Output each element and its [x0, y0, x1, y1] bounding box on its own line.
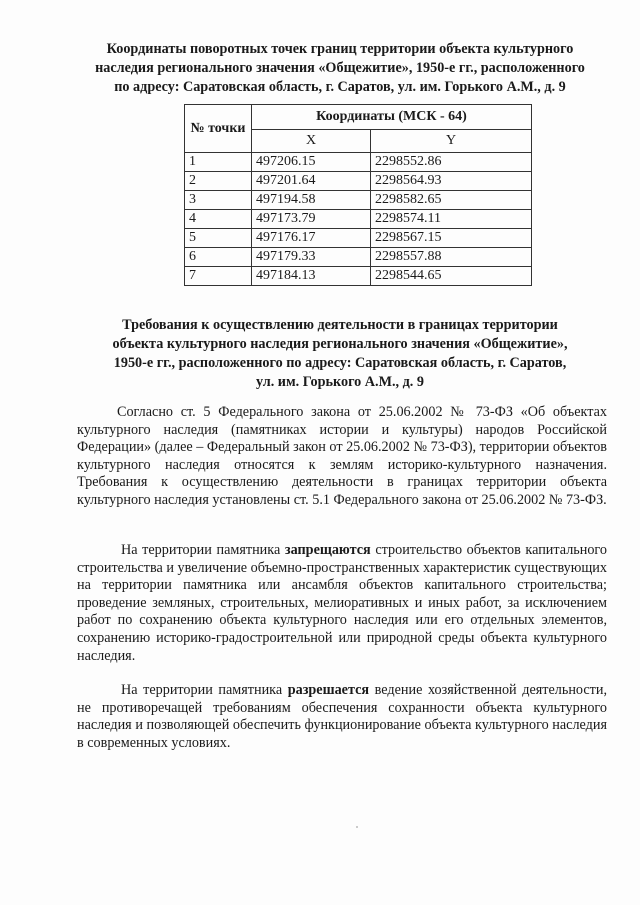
- title-line: Координаты поворотных точек границ территории объекта культурного: [106, 41, 574, 57]
- point-number: 3: [185, 191, 252, 210]
- x-value: 497201.64: [252, 172, 371, 191]
- x-value: 497179.33: [252, 248, 371, 267]
- requirements-title: [60, 316, 620, 392]
- keyword-permitted: разрешается: [287, 682, 370, 698]
- scan-speck: [356, 826, 358, 828]
- table-row: [185, 267, 532, 286]
- title-line: объекта культурного наследия регионального значения «Общежитие»,: [112, 336, 568, 352]
- y-value: 2298544.65: [371, 267, 532, 286]
- paragraph-prohibitions: [77, 542, 607, 665]
- table-row: [185, 210, 532, 229]
- paragraph-lead: На территории памятника: [121, 682, 288, 698]
- x-value: 497194.58: [252, 191, 371, 210]
- y-value: 2298567.15: [371, 229, 532, 248]
- header-x: X: [252, 130, 371, 153]
- y-value: 2298574.11: [371, 210, 532, 229]
- y-value: 2298552.86: [371, 153, 532, 172]
- table-row: [185, 191, 532, 210]
- table-row: [185, 172, 532, 191]
- x-value: 497184.13: [252, 267, 371, 286]
- point-number: 4: [185, 210, 252, 229]
- table-row: [185, 229, 532, 248]
- paragraph-legal-basis: Согласно ст. 5 Федерального закона от 25.06.2002 № 73-ФЗ «Об объектах культурного наследия (памятниках истории и культуры) народов Российской Федерации» (далее – Федеральный закон от 25.06.2002 № 73-ФЗ), территории объектов культурного наследия относятся к землям историко-культурного назначения. Требования к осуществлению деятельности в границах территории объекта культурного наследия установлены ст. 5.1 Федерального закона от 25.06.2002 № 73-ФЗ.: [77, 404, 607, 508]
- paragraph-lead: На территории памятника: [121, 542, 285, 558]
- title-line: по адресу: Саратовская область, г. Саратов, ул. им. Горького А.М., д. 9: [114, 79, 566, 95]
- x-value: 497206.15: [252, 153, 371, 172]
- title-line: наследия регионального значения «Общежитие», 1950-е гг., расположенного: [95, 60, 585, 76]
- paragraph-rest: ведение хозяйственной деятельности, не противоречащей требованиям обеспечения сохранности объекта культурного наследия и позволяющей обеспечить функционирование объекта культурного наследия в современных условиях.: [77, 682, 607, 751]
- table-row: [185, 153, 532, 172]
- coordinates-table: [184, 104, 532, 286]
- header-point-number: № точки: [185, 105, 252, 153]
- title-line: ул. им. Горького А.М., д. 9: [256, 374, 424, 390]
- point-number: 6: [185, 248, 252, 267]
- point-number: 1: [185, 153, 252, 172]
- point-number: 2: [185, 172, 252, 191]
- table-row: [185, 248, 532, 267]
- title-line: 1950-е гг., расположенного по адресу: Саратовская область, г. Саратов,: [113, 355, 567, 371]
- y-value: 2298564.93: [371, 172, 532, 191]
- y-value: 2298582.65: [371, 191, 532, 210]
- paragraph-permissions: [77, 682, 607, 752]
- x-value: 497173.79: [252, 210, 371, 229]
- title-line: Требования к осуществлению деятельности в границах территории: [122, 317, 558, 333]
- y-value: 2298557.88: [371, 248, 532, 267]
- paragraph-rest: строительство объектов капитального строительства и увеличение объемно-пространственных характеристик существующих на территории памятника или ансамбля объектов капитального строительства; проведение земляных, строительных, мелиоративных и иных работ, за исключением работ по сохранению объекта культурного наследия или его отдельных элементов, сохранению историко-градостроительной или природной среды объекта культурного наследия.: [77, 542, 607, 664]
- header-coordinates: Координаты (МСК - 64): [252, 105, 532, 130]
- point-number: 5: [185, 229, 252, 248]
- header-y: Y: [371, 130, 532, 153]
- point-number: 7: [185, 267, 252, 286]
- coordinates-title: [60, 40, 620, 97]
- x-value: 497176.17: [252, 229, 371, 248]
- keyword-prohibited: запрещаются: [284, 542, 371, 558]
